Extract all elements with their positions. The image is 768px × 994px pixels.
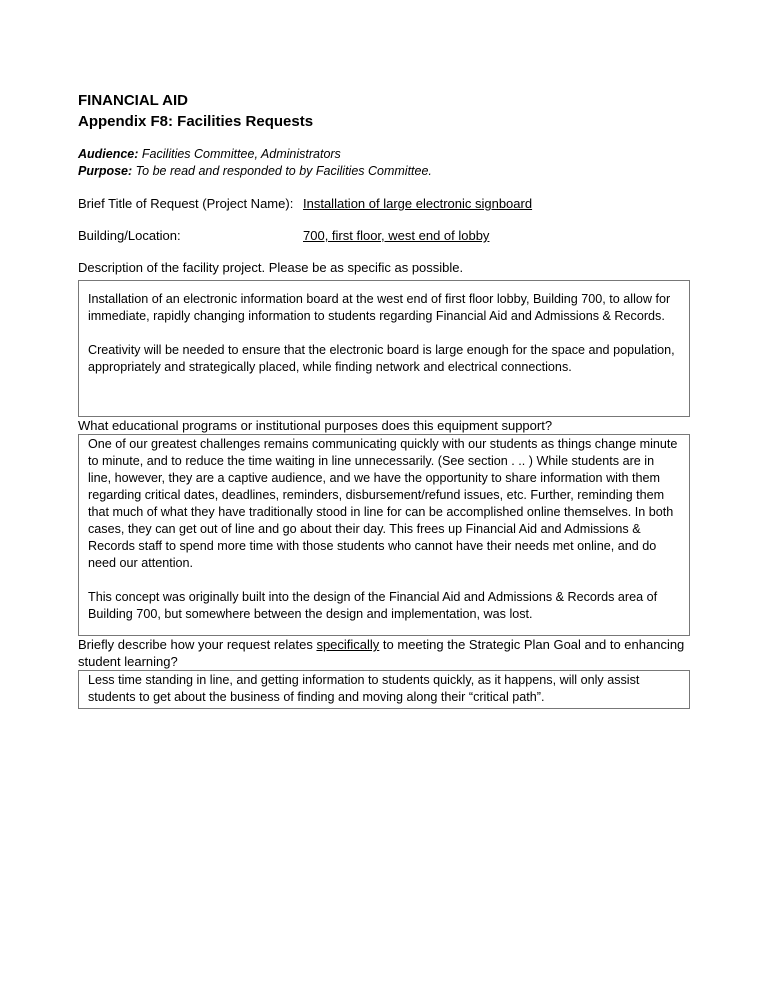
strategic-question-end: to meeting the Strategic Plan Goal and to enhancing student learning?	[78, 637, 685, 669]
purpose-label: Purpose:	[78, 164, 133, 178]
programs-answer-box	[78, 434, 690, 636]
project-name-label: Brief Title of Request (Project Name):	[78, 196, 294, 211]
description-paragraph-1: Installation of an electronic information board at the west end of first floor lobby, Building 700, to allow for immediate, rapidly changing information to students regarding Financial Aid and Admissions & Records.	[88, 292, 671, 323]
document-page	[78, 90, 690, 709]
programs-question: What educational programs or institutional purposes does this equipment support?	[78, 418, 553, 433]
document-meta	[78, 146, 690, 180]
strategic-answer: Less time standing in line, and getting information to students quickly, as it happens, will only assist students to get about the business of finding and moving along their “critical path”.	[88, 673, 640, 704]
programs-paragraph-2: This concept was originally built into the design of the Financial Aid and Admissions & Records area of Building 700, but somewhere between the design and implementation, was lost.	[88, 590, 658, 621]
description-answer-box	[78, 280, 690, 417]
purpose-line	[78, 163, 690, 180]
strategic-question-emphasis: specifically	[316, 637, 380, 652]
location-label: Building/Location:	[78, 228, 181, 243]
audience-line	[78, 146, 690, 163]
audience-value: Facilities Committee, Administrators	[141, 147, 341, 161]
project-name-row	[78, 195, 690, 213]
location-value: 700, first floor, west end of lobby	[303, 228, 490, 243]
audience-label: Audience:	[78, 147, 139, 161]
document-heading-title: Appendix F8: Facilities Requests	[78, 113, 314, 130]
description-question: Description of the facility project. Please be as specific as possible.	[78, 260, 464, 275]
project-name-value: Installation of large electronic signboard	[303, 196, 533, 211]
document-heading-department: FINANCIAL AID	[78, 92, 188, 109]
location-row	[78, 227, 690, 245]
strategic-question-start: Briefly describe how your request relates	[78, 637, 317, 652]
description-paragraph-2: Creativity will be needed to ensure that the electronic board is large enough for the space and population, appropriately and strategically placed, while finding network and electrical connections.	[88, 343, 675, 374]
strategic-question	[78, 636, 690, 670]
programs-paragraph-1: One of our greatest challenges remains communicating quickly with our students as things change minute to minute, and to reduce the time waiting in line unnecessarily. (See section . .. ) While students are in line, however, they are a captive audience, and we have the opportunity to share information with them regarding critical dates, deadlines, reminders, disbursement/refund issues, etc. Further, reminding them that much of what they have traditionally stood in line for can be accomplished online themselves. In both cases, they can get out of line and go about their day. This frees up Financial Aid and Admissions & Records staff to spend more time with those students who cannot have their needs met online, and do need our attention.	[88, 437, 678, 570]
purpose-value: To be read and responded to by Facilities Committee.	[135, 164, 432, 178]
strategic-answer-box	[78, 670, 690, 709]
